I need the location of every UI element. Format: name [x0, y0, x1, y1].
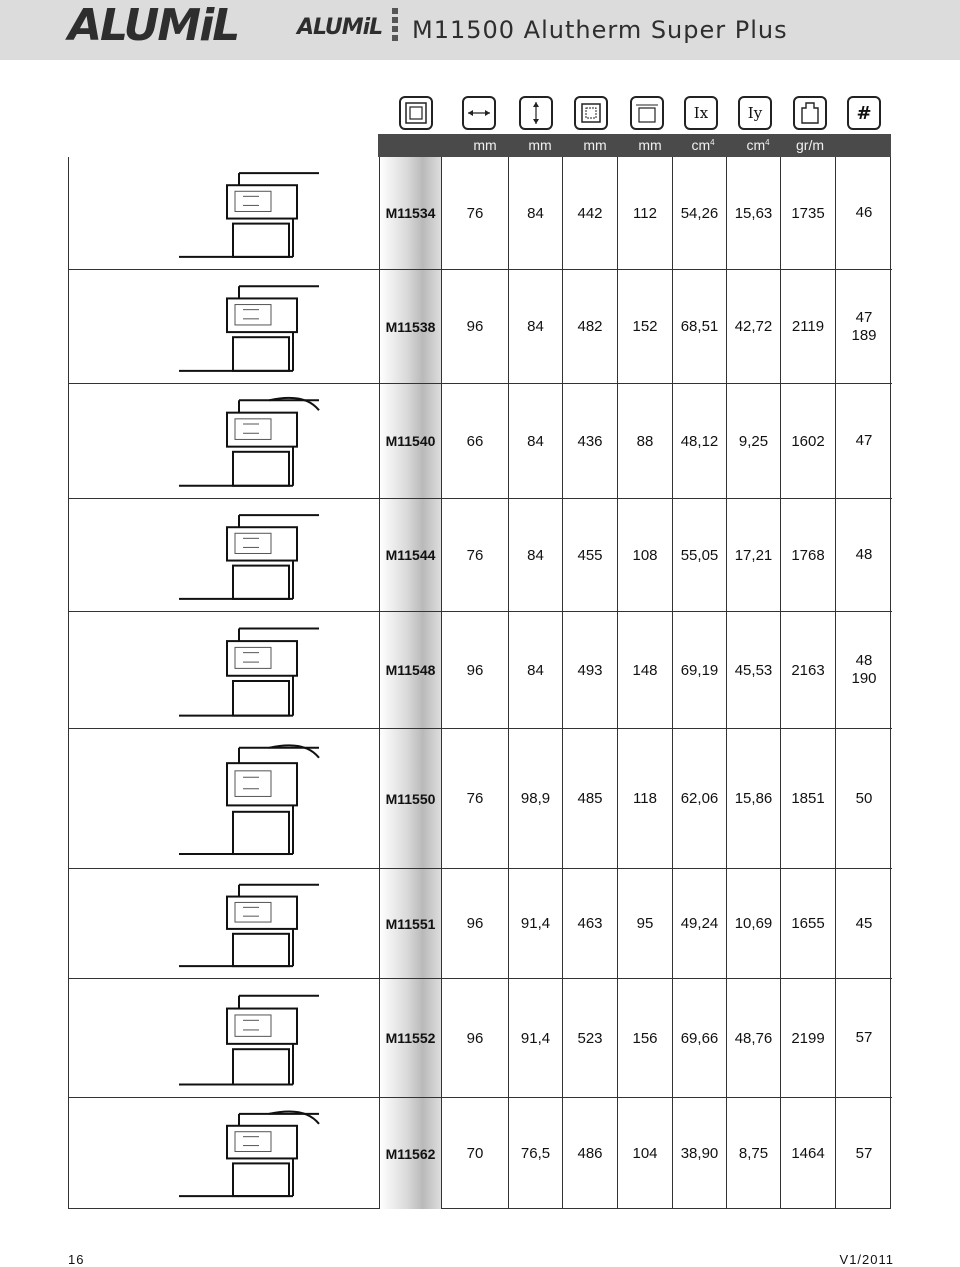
page-number: 16 — [68, 1252, 85, 1267]
inertia-x-label: Ix — [693, 104, 709, 122]
page-header — [0, 0, 960, 60]
cell-v4: 108 — [618, 499, 673, 611]
cell-v3: 455 — [563, 499, 618, 611]
logo-separator — [392, 8, 398, 50]
brand-logo: ALUMiL — [68, 0, 239, 51]
cell-weight: 1655 — [781, 869, 836, 978]
cell-v2: 76,5 — [509, 1098, 563, 1209]
cell-gasket — [836, 270, 892, 383]
profile-drawing — [169, 985, 369, 1097]
inertia-x-icon — [684, 96, 718, 130]
cell-iy: 9,25 — [727, 384, 781, 498]
cell-iy: 8,75 — [727, 1098, 781, 1209]
profile-code: M11544 — [385, 547, 436, 563]
document-number-label: # — [856, 102, 872, 124]
cell-v4: 156 — [618, 979, 673, 1097]
unit-label: mm — [638, 137, 662, 153]
profile-drawing — [169, 618, 369, 728]
cell-weight: 2163 — [781, 612, 836, 728]
cell-v4: 112 — [618, 157, 673, 269]
gasket-code: 50 — [855, 789, 873, 807]
cell-iy: 45,53 — [727, 612, 781, 728]
cell-gasket — [836, 157, 892, 269]
cell-v3: 523 — [563, 979, 618, 1097]
cell-v1: 70 — [442, 1098, 509, 1209]
table-row — [69, 729, 892, 869]
document-number-icon — [847, 96, 881, 130]
cell-gasket — [836, 384, 892, 498]
unit-label: mm — [473, 137, 497, 153]
cell-weight: 1768 — [781, 499, 836, 611]
cell-v2: 84 — [509, 157, 563, 269]
cell-v3: 486 — [563, 1098, 618, 1209]
cell-weight: 2119 — [781, 270, 836, 383]
cell-v1: 76 — [442, 157, 509, 269]
cell-v3: 485 — [563, 729, 618, 868]
profile-code: M11548 — [385, 662, 436, 678]
unit-superscript: 4 — [765, 138, 770, 147]
profile-drawing — [169, 276, 369, 383]
profile-code: M11540 — [385, 433, 436, 449]
profile-code: M11562 — [385, 1145, 436, 1162]
profile-table — [68, 157, 891, 1209]
cell-gasket — [836, 1098, 892, 1209]
cell-weight: 2199 — [781, 979, 836, 1097]
cell-v3: 463 — [563, 869, 618, 978]
cell-v4: 95 — [618, 869, 673, 978]
document-version: V1/2011 — [839, 1252, 894, 1267]
series-title: M11500 Alutherm Super Plus — [412, 16, 788, 44]
glazing-area-icon — [574, 96, 608, 130]
gasket-icon — [793, 96, 827, 130]
cell-v1: 96 — [442, 612, 509, 728]
profile-frame-icon — [399, 96, 433, 130]
gasket-code: 48 — [855, 652, 873, 669]
unit-label: $cm^4$ — [691, 137, 715, 153]
cell-v1: 96 — [442, 869, 509, 978]
cell-v2: 84 — [509, 384, 563, 498]
table-row — [69, 499, 892, 612]
cell-v4: 152 — [618, 270, 673, 383]
cell-gasket — [836, 499, 892, 611]
gasket-code: 47 — [855, 432, 873, 449]
cell-iy: 15,86 — [727, 729, 781, 868]
gasket-code: 57 — [855, 1144, 873, 1162]
cell-v2: 91,4 — [509, 869, 563, 978]
table-row — [69, 384, 892, 499]
units-header — [378, 134, 891, 157]
cell-gasket — [836, 612, 892, 728]
cell-weight: 1602 — [781, 384, 836, 498]
height-arrows-icon — [519, 96, 553, 130]
cell-ix: 69,19 — [673, 612, 727, 728]
cell-v1: 76 — [442, 499, 509, 611]
cell-v2: 98,9 — [509, 729, 563, 868]
cell-v2: 84 — [509, 612, 563, 728]
profile-code: M11550 — [385, 790, 436, 807]
table-row — [69, 270, 892, 384]
table-row — [69, 1098, 892, 1209]
gasket-code: 57 — [855, 1029, 873, 1046]
unit-label: gr/m — [796, 137, 824, 153]
cell-ix: 38,90 — [673, 1098, 727, 1209]
cell-ix: 48,12 — [673, 384, 727, 498]
table-row — [69, 869, 892, 979]
profile-code: M11551 — [385, 915, 436, 932]
cell-weight: 1851 — [781, 729, 836, 868]
table-row — [69, 157, 892, 270]
cell-v2: 84 — [509, 270, 563, 383]
profile-code: M11534 — [385, 205, 436, 221]
cell-ix: 54,26 — [673, 157, 727, 269]
unit-superscript: 4 — [710, 138, 715, 147]
width-arrows-icon — [462, 96, 496, 130]
profile-drawing — [169, 1104, 369, 1208]
cell-iy: 17,21 — [727, 499, 781, 611]
cell-gasket — [836, 729, 892, 868]
cell-v4: 118 — [618, 729, 673, 868]
profile-code: M11552 — [385, 1030, 436, 1046]
profile-drawing — [169, 875, 369, 978]
perimeter-icon — [630, 96, 664, 130]
cell-ix: 62,06 — [673, 729, 727, 868]
cell-v3: 442 — [563, 157, 618, 269]
brand-logo-small: ALUMiL — [297, 15, 383, 40]
gasket-code: 45 — [855, 914, 873, 932]
cell-weight: 1735 — [781, 157, 836, 269]
cell-v1: 96 — [442, 979, 509, 1097]
profile-drawing — [169, 163, 369, 269]
gasket-code: 47 — [855, 308, 873, 326]
cell-ix: 69,66 — [673, 979, 727, 1097]
cell-v1: 66 — [442, 384, 509, 498]
profile-drawing — [169, 505, 369, 611]
cell-v4: 104 — [618, 1098, 673, 1209]
cell-weight: 1464 — [781, 1098, 836, 1209]
cell-iy: 15,63 — [727, 157, 781, 269]
cell-iy: 42,72 — [727, 270, 781, 383]
unit-label: mm — [528, 137, 552, 153]
gasket-code: 48 — [855, 546, 873, 563]
cell-v1: 76 — [442, 729, 509, 868]
cell-iy: 10,69 — [727, 869, 781, 978]
unit-label: mm — [583, 137, 607, 153]
profile-drawing — [169, 735, 369, 868]
cell-ix: 49,24 — [673, 869, 727, 978]
cell-gasket — [836, 869, 892, 978]
cell-gasket — [836, 979, 892, 1097]
inertia-y-icon — [738, 96, 772, 130]
cell-v1: 96 — [442, 270, 509, 383]
cell-v2: 84 — [509, 499, 563, 611]
profile-drawing — [169, 390, 369, 498]
cell-ix: 68,51 — [673, 270, 727, 383]
gasket-code: 190 — [851, 670, 877, 687]
inertia-y-label: Iy — [747, 104, 763, 122]
table-row — [69, 612, 892, 729]
cell-iy: 48,76 — [727, 979, 781, 1097]
gasket-code: 189 — [851, 326, 877, 344]
cell-v3: 482 — [563, 270, 618, 383]
table-row — [69, 979, 892, 1098]
gasket-code: 46 — [855, 204, 873, 221]
cell-v4: 148 — [618, 612, 673, 728]
profile-code: M11538 — [385, 318, 436, 335]
cell-v3: 436 — [563, 384, 618, 498]
unit-label: $cm^4$ — [746, 137, 770, 153]
cell-v2: 91,4 — [509, 979, 563, 1097]
cell-ix: 55,05 — [673, 499, 727, 611]
cell-v4: 88 — [618, 384, 673, 498]
cell-v3: 493 — [563, 612, 618, 728]
